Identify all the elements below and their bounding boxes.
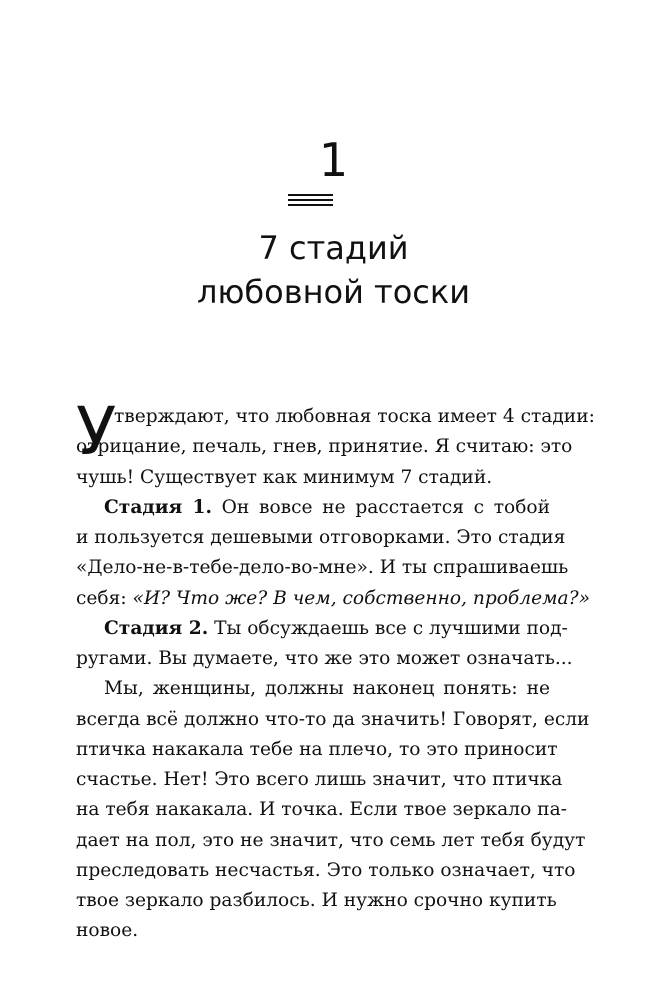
text-line: твое зеркало разбилось. И нужно срочно купить bbox=[76, 890, 557, 911]
text-line bbox=[76, 493, 550, 523]
text-line: ругами. Вы думаете, что же это может означать... bbox=[76, 648, 573, 669]
drop-cap: У bbox=[76, 393, 117, 470]
text-line bbox=[76, 584, 590, 614]
text-line: Мы, женщины, должны наконец понять: не bbox=[104, 678, 550, 700]
text-line: и пользуется дешевыми отговорками. Это стадия bbox=[76, 527, 566, 548]
text-fragment: Он вовсе не расстается с тобой bbox=[211, 496, 550, 518]
text-line: всегда всё должно что-то да значить! Говорят, если bbox=[76, 708, 590, 730]
text-line: тверждают, что любовная тоска имеет 4 стадии: bbox=[114, 406, 595, 427]
text-line: отрицание, печаль, гнев, принятие. Я считаю: это bbox=[76, 436, 573, 458]
text-line: «Дело-не-в-тебе-дело-во-мне». И ты спрашиваешь bbox=[76, 557, 569, 579]
text-line: преследовать несчастья. Это только означает, что bbox=[76, 859, 576, 881]
text-fragment: себя: bbox=[76, 587, 133, 609]
stage-label: Стадия 2. bbox=[104, 617, 209, 639]
text-fragment: Ты обсуждаешь все с лучшими под- bbox=[208, 617, 568, 639]
text-line: на тебя накакала. И точка. Если твое зеркало па- bbox=[76, 799, 567, 821]
chapter-title-line: 7 стадий bbox=[258, 229, 409, 267]
italic-quote: «И? Что же? В чем, собственно, проблема?» bbox=[132, 587, 590, 609]
chapter-ornament-rule bbox=[288, 194, 333, 207]
text-line: птичка накакала тебе на плечо, то это приносит bbox=[76, 738, 558, 760]
stage-label: Стадия 1. bbox=[104, 496, 212, 518]
chapter-title bbox=[0, 226, 667, 314]
text-line: новое. bbox=[76, 920, 139, 942]
text-line: счастье. Нет! Это всего лишь значит, что птичка bbox=[76, 769, 563, 790]
text-line: дает на пол, это не значит, что семь лет тебя будут bbox=[76, 829, 586, 851]
chapter-body bbox=[76, 393, 595, 947]
text-line: чушь! Существует как минимум 7 стадий. bbox=[76, 466, 493, 488]
chapter-title-line: любовной тоски bbox=[197, 273, 470, 311]
chapter-number: 1 bbox=[318, 133, 349, 187]
text-line bbox=[76, 614, 568, 644]
